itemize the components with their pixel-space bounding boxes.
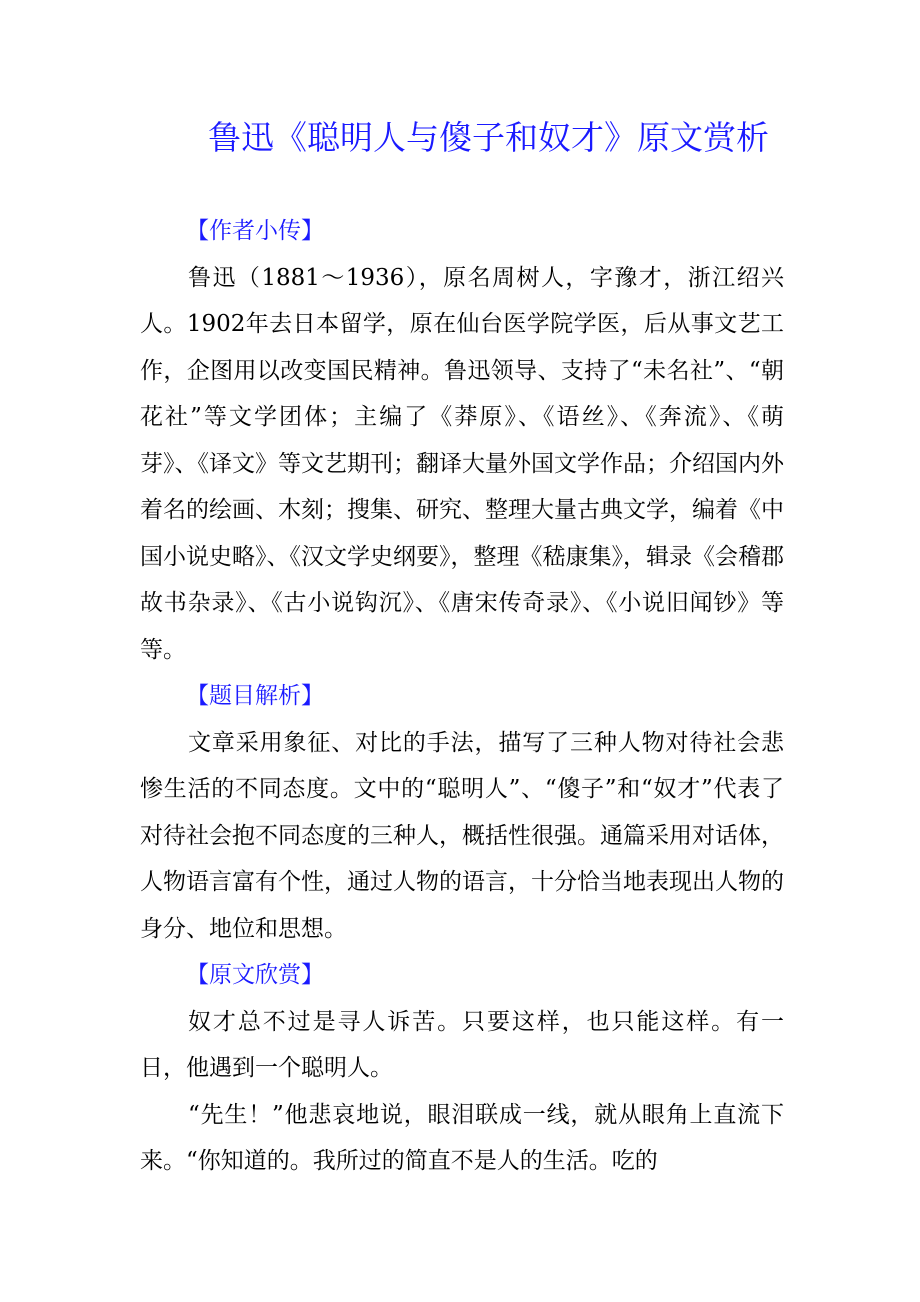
section-heading-analysis: 【题目解析】 (186, 683, 324, 709)
paragraph-analysis: 文章采用象征、对比的手法，描写了三种人物对待社会悲惨生活的不同态度。文中的“聪明人”、“傻子”和“奴才”代表了对待社会抱不同态度的三种人，概括性很强。通篇采用对话体，人物语言富有个性，通过人物的语言，十分恰当地表现出人物的身分、地位和思想。 (140, 729, 784, 942)
document-body (140, 208, 784, 1185)
section-heading-author: 【作者小传】 (186, 218, 324, 244)
paragraph-author-bio: 鲁迅（1881～1936），原名周树人，字豫才，浙江绍兴人。1902年去日本留学，原在仙台医学院学医，后从事文艺工作，企图用以改变国民精神。鲁迅领导、支持了“未名社”、“朝花社”等文学团体；主编了《莽原》、《语丝》、《奔流》、《萌芽》、《译文》等文艺期刊；翻译大量外国文学作品；介绍国内外着名的绘画、木刻；搜集、研究、整理大量古典文学，编着《中国小说史略》、《汉文学史纲要》，整理《嵇康集》，辑录《会稽郡故书杂录》、《古小说钩沉》、《唐宋传奇录》、《小说旧闻钞》等等。 (140, 264, 784, 663)
document-title: 鲁迅《聪明人与傻子和奴才》原文赏析 (208, 118, 769, 157)
paragraph-original-2: “先生！”他悲哀地说，眼泪联成一线，就从眼角上直流下来。“你知道的。我所过的简直不是人的生活。吃的 (140, 1101, 784, 1174)
paragraph-original-1: 奴才总不过是寻人诉苦。只要这样，也只能这样。有一日，他遇到一个聪明人。 (140, 1008, 784, 1081)
section-heading-original: 【原文欣赏】 (186, 962, 324, 988)
